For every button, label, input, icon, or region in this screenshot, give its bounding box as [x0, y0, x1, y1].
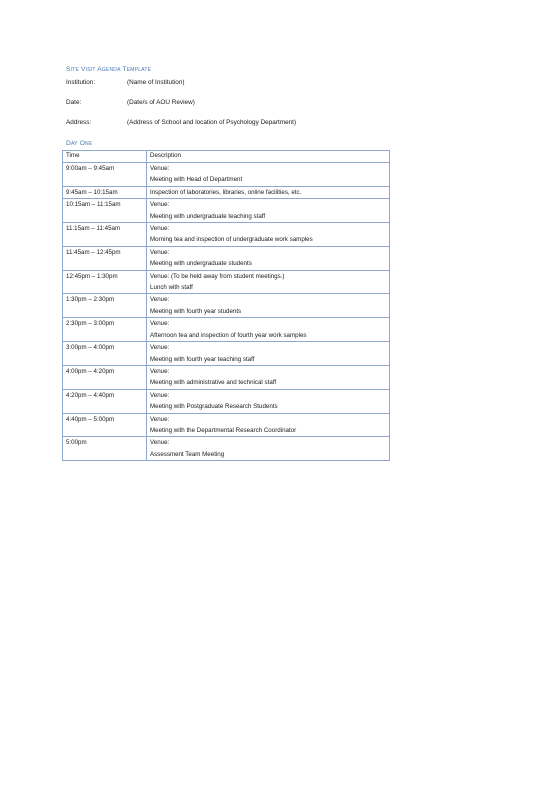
table-row: [63, 294, 390, 318]
time-cell: 9:00am – 9:45am: [63, 163, 147, 187]
time-cell: 11:15am – 11:45am: [63, 223, 147, 247]
table-row: [63, 437, 390, 461]
venue-line: Venue:: [150, 439, 170, 447]
description-cell: [147, 413, 390, 437]
description-line: Meeting with fourth year teaching staff: [150, 355, 255, 363]
description-cell: [147, 389, 390, 413]
description-line: Meeting with the Departmental Research Coordinator: [150, 426, 297, 434]
description-cell: [147, 199, 390, 223]
description-line: Meeting with Head of Department: [150, 176, 243, 184]
time-cell: 4:20pm – 4:40pm: [63, 389, 147, 413]
venue-line: Venue:: [150, 391, 170, 399]
description-cell: [147, 223, 390, 247]
venue-line: Venue:: [150, 165, 170, 172]
description-line: Inspection of laboratories, libraries, online facilities, etc.: [150, 188, 302, 196]
time-cell: 9:45am – 10:15am: [63, 186, 147, 198]
venue-line: Venue:: [150, 296, 170, 304]
description-cell: [147, 342, 390, 366]
time-cell: 12:45pm – 1:30pm: [63, 270, 147, 294]
table-row: [63, 389, 390, 413]
description-cell: [147, 163, 390, 187]
table-row: [63, 186, 390, 198]
day-one-heading: Day One: [66, 140, 93, 147]
description-cell: [147, 437, 390, 461]
table-row: [63, 246, 390, 270]
description-cell: [147, 270, 390, 294]
description-line: Meeting with fourth year students: [150, 307, 242, 315]
date-value: (Date/s of AOU Review): [127, 99, 195, 106]
description-line: Lunch with staff: [150, 284, 193, 292]
description-line: Meeting with administrative and technical staff: [150, 379, 277, 387]
table-row: [63, 199, 390, 223]
venue-line: Venue: (To be held away from student meetings.): [150, 272, 285, 280]
time-cell: 1:30pm – 2:30pm: [63, 294, 147, 318]
document-title: Site Visit Agenda Template: [66, 66, 152, 73]
table-row: [63, 413, 390, 437]
date-label: Date:: [66, 99, 82, 106]
description-line: Assessment Team Meeting: [150, 450, 225, 458]
description-cell: [147, 186, 390, 198]
time-cell: 11:45am – 12:45pm: [63, 246, 147, 270]
table-header-row: [63, 151, 390, 163]
table-row: [63, 365, 390, 389]
table-row: [63, 342, 390, 366]
description-line: Morning tea and inspection of undergraduate work samples: [150, 236, 313, 244]
time-cell: 4:00pm – 4:20pm: [63, 365, 147, 389]
venue-line: Venue:: [150, 320, 170, 328]
table-row: [63, 318, 390, 342]
table-row: [63, 223, 390, 247]
description-line: Meeting with undergraduate students: [150, 260, 252, 268]
venue-line: Venue:: [150, 344, 170, 352]
venue-line: Venue:: [150, 248, 170, 256]
time-cell: 4:40pm – 5:00pm: [63, 413, 147, 437]
agenda-table: [62, 150, 390, 461]
description-cell: [147, 246, 390, 270]
address-value: (Address of School and location of Psychology Department): [127, 119, 297, 126]
agenda-table-body: [63, 163, 390, 461]
description-line: Meeting with undergraduate teaching staff: [150, 212, 266, 220]
time-cell: 10:15am – 11:15am: [63, 199, 147, 223]
description-column-header: Description: [147, 151, 390, 163]
time-cell: 5:00pm: [63, 437, 147, 461]
venue-line: Venue:: [150, 201, 170, 209]
description-cell: [147, 365, 390, 389]
institution-label: Institution:: [66, 79, 96, 86]
description-cell: [147, 294, 390, 318]
venue-line: Venue:: [150, 367, 170, 375]
venue-line: Venue:: [150, 225, 170, 233]
table-row: [63, 270, 390, 294]
time-cell: 2:30pm – 3:00pm: [63, 318, 147, 342]
description-line: Afternoon tea and inspection of fourth year work samples: [150, 331, 307, 339]
time-cell: 3:00pm – 4:00pm: [63, 342, 147, 366]
time-column-header: Time: [63, 151, 147, 163]
description-line: Meeting with Postgraduate Research Students: [150, 403, 278, 411]
address-label: Address:: [66, 119, 92, 126]
table-row: [63, 163, 390, 187]
venue-line: Venue:: [150, 415, 170, 423]
description-cell: [147, 318, 390, 342]
institution-value: (Name of Institution): [127, 79, 185, 86]
